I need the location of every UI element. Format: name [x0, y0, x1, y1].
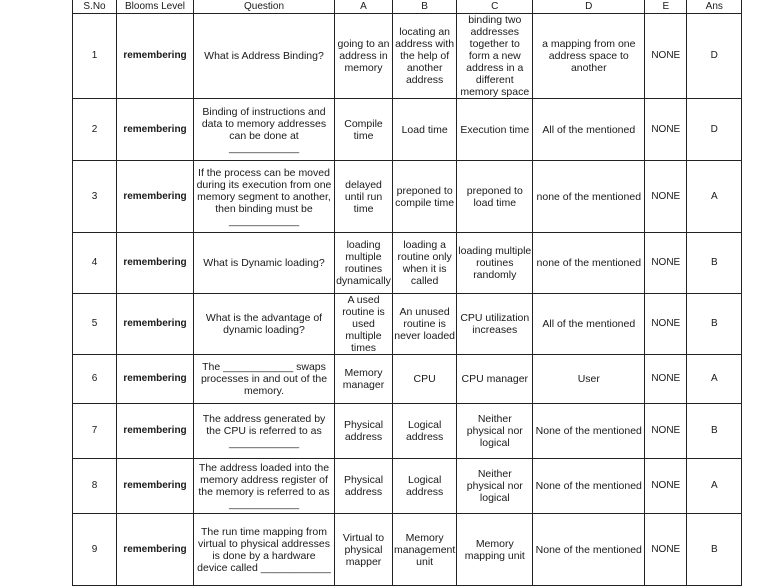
- cell-option-e: NONE: [645, 459, 687, 514]
- table-row: [73, 514, 742, 586]
- cell-answer: B: [687, 514, 742, 586]
- cell-level: remembering: [117, 404, 194, 459]
- cell-option-e: NONE: [645, 161, 687, 233]
- cell-answer: B: [687, 233, 742, 294]
- header-sno: S.No: [73, 0, 117, 14]
- header-option-e: E: [645, 0, 687, 14]
- header-option-c: C: [457, 0, 533, 14]
- cell-option-b: Memory management unit: [393, 514, 457, 586]
- cell-option-e: NONE: [645, 14, 687, 99]
- cell-option-c: Memory mapping unit: [457, 514, 533, 586]
- cell-option-d: None of the mentioned: [533, 459, 645, 514]
- cell-sno: 9: [73, 514, 117, 586]
- cell-option-d: All of the mentioned: [533, 99, 645, 161]
- header-option-a: A: [335, 0, 393, 14]
- table-row: [73, 404, 742, 459]
- cell-option-a: Virtual to physical mapper: [335, 514, 393, 586]
- header-option-b: B: [393, 0, 457, 14]
- cell-option-a: loading multiple routines dynamically: [335, 233, 393, 294]
- cell-option-c: CPU manager: [457, 355, 533, 404]
- cell-level: remembering: [117, 161, 194, 233]
- header-answer: Ans: [687, 0, 742, 14]
- cell-question: If the process can be moved during its execution from one memory segment to another, then binding must be ____________: [194, 161, 335, 233]
- cell-option-b: CPU: [393, 355, 457, 404]
- cell-option-c: Neither physical nor logical: [457, 459, 533, 514]
- cell-sno: 6: [73, 355, 117, 404]
- question-table: [72, 0, 742, 586]
- header-option-d: D: [533, 0, 645, 14]
- cell-level: remembering: [117, 99, 194, 161]
- header-blooms-level: Blooms Level: [117, 0, 194, 14]
- cell-option-e: NONE: [645, 99, 687, 161]
- cell-option-c: CPU utilization increases: [457, 294, 533, 355]
- cell-sno: 3: [73, 161, 117, 233]
- cell-option-d: a mapping from one address space to another: [533, 14, 645, 99]
- cell-question: The address loaded into the memory address register of the memory is referred to as ____________: [194, 459, 335, 514]
- cell-option-e: NONE: [645, 233, 687, 294]
- cell-option-a: Memory manager: [335, 355, 393, 404]
- table-row: [73, 459, 742, 514]
- table-row: [73, 294, 742, 355]
- cell-sno: 1: [73, 14, 117, 99]
- cell-option-a: Compile time: [335, 99, 393, 161]
- cell-option-e: NONE: [645, 355, 687, 404]
- cell-option-c: binding two addresses together to form a new address in a different memory space: [457, 14, 533, 99]
- header-question: Question: [194, 0, 335, 14]
- cell-option-d: None of the mentioned: [533, 514, 645, 586]
- cell-option-b: Logical address: [393, 459, 457, 514]
- cell-option-c: Neither physical nor logical: [457, 404, 533, 459]
- cell-option-d: All of the mentioned: [533, 294, 645, 355]
- cell-option-a: Physical address: [335, 459, 393, 514]
- table-row: [73, 99, 742, 161]
- cell-question: The run time mapping from virtual to physical addresses is done by a hardware device called ____________: [194, 514, 335, 586]
- cell-option-e: NONE: [645, 404, 687, 459]
- cell-answer: D: [687, 99, 742, 161]
- cell-answer: B: [687, 404, 742, 459]
- cell-level: remembering: [117, 355, 194, 404]
- cell-answer: A: [687, 355, 742, 404]
- table-row: [73, 233, 742, 294]
- cell-answer: B: [687, 294, 742, 355]
- cell-question: What is Dynamic loading?: [194, 233, 335, 294]
- cell-option-a: Physical address: [335, 404, 393, 459]
- table-row: [73, 14, 742, 99]
- cell-level: remembering: [117, 294, 194, 355]
- cell-option-a: going to an address in memory: [335, 14, 393, 99]
- cell-option-c: preponed to load time: [457, 161, 533, 233]
- cell-option-e: NONE: [645, 514, 687, 586]
- cell-answer: A: [687, 459, 742, 514]
- cell-option-b: loading a routine only when it is called: [393, 233, 457, 294]
- cell-option-d: none of the mentioned: [533, 233, 645, 294]
- cell-level: remembering: [117, 14, 194, 99]
- cell-answer: D: [687, 14, 742, 99]
- cell-option-b: locating an address with the help of another address: [393, 14, 457, 99]
- cell-level: remembering: [117, 459, 194, 514]
- cell-level: remembering: [117, 514, 194, 586]
- cell-sno: 2: [73, 99, 117, 161]
- cell-sno: 4: [73, 233, 117, 294]
- cell-option-c: loading multiple routines randomly: [457, 233, 533, 294]
- cell-option-b: An unused routine is never loaded: [393, 294, 457, 355]
- cell-option-d: none of the mentioned: [533, 161, 645, 233]
- cell-option-a: delayed until run time: [335, 161, 393, 233]
- question-sheet: [72, 0, 742, 586]
- cell-option-d: User: [533, 355, 645, 404]
- cell-question: The ____________ swaps processes in and out of the memory.: [194, 355, 335, 404]
- cell-level: remembering: [117, 233, 194, 294]
- cell-option-b: preponed to compile time: [393, 161, 457, 233]
- cell-question: What is Address Binding?: [194, 14, 335, 99]
- header-row: [73, 0, 742, 14]
- table-row: [73, 161, 742, 233]
- cell-sno: 5: [73, 294, 117, 355]
- cell-question: The address generated by the CPU is referred to as ____________: [194, 404, 335, 459]
- cell-question: Binding of instructions and data to memory addresses can be done at ____________: [194, 99, 335, 161]
- cell-option-c: Execution time: [457, 99, 533, 161]
- cell-option-b: Logical address: [393, 404, 457, 459]
- cell-question: What is the advantage of dynamic loading?: [194, 294, 335, 355]
- cell-sno: 8: [73, 459, 117, 514]
- cell-option-a: A used routine is used multiple times: [335, 294, 393, 355]
- table-row: [73, 355, 742, 404]
- cell-option-e: NONE: [645, 294, 687, 355]
- cell-sno: 7: [73, 404, 117, 459]
- cell-option-d: None of the mentioned: [533, 404, 645, 459]
- cell-option-b: Load time: [393, 99, 457, 161]
- cell-answer: A: [687, 161, 742, 233]
